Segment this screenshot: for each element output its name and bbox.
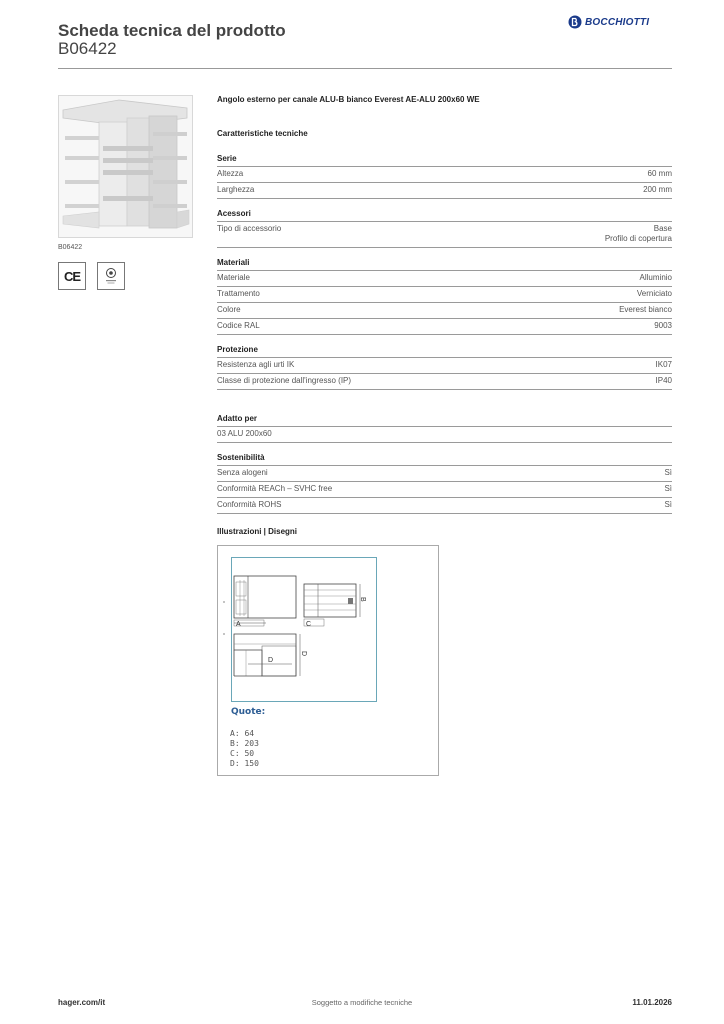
spec-label: Classe di protezione dall'ingresso (IP) [217,376,352,385]
section-materiali [217,258,672,335]
dimension-label-b: B [359,597,366,602]
specs-heading: Caratteristiche tecniche [217,129,308,138]
ce-mark-icon: CE [58,262,86,290]
spec-value: IK07 [655,360,672,369]
quote-d: D: 150 [230,759,259,768]
quote-b: B: 203 [230,739,259,748]
spec-value: Sì [664,468,672,477]
dimension-label-a: A [236,621,241,628]
spec-label: Conformità ROHS [217,500,282,509]
image-caption-code: B06422 [58,244,83,251]
spec-label: Altezza [217,169,244,178]
spec-value: Alluminio [639,273,672,282]
quotes-heading: Quote: [231,707,266,717]
section-title-adatto: Adatto per [217,414,672,427]
section-title-protezione: Protezione [217,345,672,358]
dimension-label-d-horizontal: D [268,657,274,664]
spec-row [217,287,672,303]
spec-value: Everest bianco [619,305,672,314]
spec-label: Resistenza agli urti IK [217,360,295,369]
section-title-materiali: Materiali [217,258,672,271]
spec-value: 9003 [654,321,672,330]
footer-disclaimer: Soggetto a modifiche tecniche [311,998,413,1007]
spec-value: 60 mm [647,169,672,178]
dimension-label-d-vertical: D [300,651,307,657]
quotes-list [230,729,259,769]
footer-date: 11.01.2026 [632,998,672,1007]
compatible-product: 03 ALU 200x60 [217,429,272,438]
ik-certification-icon [97,262,125,290]
spec-label: Tipo di accessorio [217,224,282,233]
quote-a: A: 64 [230,729,255,738]
product-name: Angolo esterno per canale ALU-B bianco Everest AE-ALU 200x60 WE [217,95,480,104]
spec-value: IP40 [655,376,672,385]
spec-label: Senza alogeni [217,468,268,477]
spec-label: Colore [217,305,241,314]
spec-row [217,303,672,319]
certification-seal-icon [102,267,120,285]
brand-name: BOCCHIOTTI [585,16,650,28]
section-title-accessori: Acessori [217,209,672,222]
spec-row [217,319,672,335]
spec-value: Base [653,224,672,233]
spec-row [217,482,672,498]
dimension-label-c: C [306,621,312,628]
product-code-heading: B06422 [58,39,117,58]
technical-specs [217,95,672,514]
section-protezione [217,345,672,390]
spec-value: Verniciato [636,289,672,298]
spec-value: Sì [664,484,672,493]
spec-row [217,498,672,514]
spec-row [217,358,672,374]
product-render [59,96,192,237]
spec-value: Sì [664,500,672,509]
quote-c: C: 50 [230,749,255,758]
spec-row [217,183,672,199]
section-adatto [217,414,672,443]
footer-website-link[interactable]: hager.com/it [58,998,106,1007]
spec-label: Trattamento [217,289,260,298]
section-title-sostenibilita: Sostenibilità [217,453,672,466]
spec-value-list [605,224,672,244]
spec-row [217,271,672,287]
technical-drawing [217,545,439,776]
spec-row [217,222,672,248]
bocchiotti-logo-icon [568,15,582,29]
page-title: Scheda tecnica del prodotto [58,21,286,40]
header-divider [58,68,672,69]
section-title-serie: Serie [217,154,672,167]
drawings-heading: Illustrazioni | Disegni [217,527,298,536]
spec-row [217,167,672,183]
section-serie [217,154,672,199]
spec-value: 200 mm [643,185,672,194]
spec-row [217,374,672,390]
spec-label: Materiale [217,273,250,282]
spec-label: Codice RAL [217,321,260,330]
section-sostenibilita [217,453,672,514]
spec-value: Profilo di copertura [604,234,672,243]
section-accessori [217,209,672,248]
spec-label: Larghezza [217,185,255,194]
spec-row [217,427,672,443]
spec-label: Conformità REACh – SVHC free [217,484,333,493]
product-image [58,95,193,238]
spec-row [217,466,672,482]
brand-logo [568,15,649,29]
